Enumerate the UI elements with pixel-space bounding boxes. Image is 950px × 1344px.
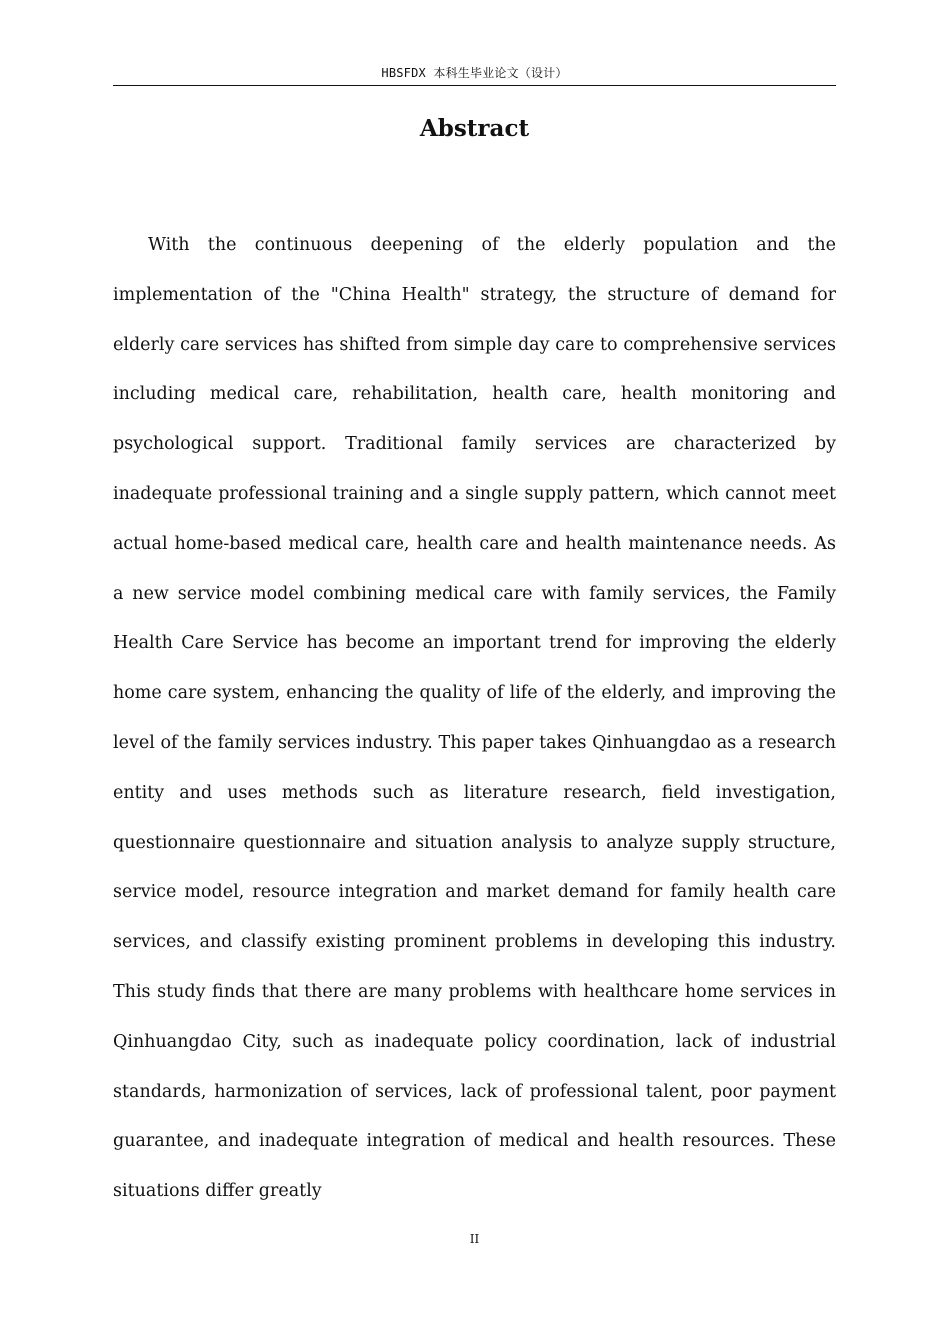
page-title: Abstract <box>419 115 530 142</box>
abstract-paragraph: With the continuous deepening of the elderly population and the implementation of the "China Health" strategy, the structure of demand for elderly care services has shifted from simple day care to comprehensive services including medical care, rehabilitation, health care, health monitoring and psychological support. Traditional family services are characterized by inadequate professional training and a single supply pattern, which cannot meet actual home-based medical care, health care and health maintenance needs. As a new service model combining medical care with family services, the Family Health Care Service has become an important trend for improving the elderly home care system, enhancing the quality of life of the elderly, and improving the level of the family services industry. This paper takes Qinhuangdao as a research entity and uses methods such as literature research, field investigation, questionnaire questionnaire and situation analysis to analyze supply structure, service model, resource integration and market demand for family health care services, and classify existing prominent problems in developing this industry. This study finds that there are many problems with healthcare home services in Qinhuangdao City, such as inadequate policy coordination, lack of industrial standards, harmonization of services, lack of professional talent, poor payment guarantee, and inadequate integration of medical and health resources. These situations differ greatly <box>113 235 836 1202</box>
header-text: HBSFDX 本科生毕业论文（设计） <box>381 66 568 80</box>
running-header <box>113 62 836 86</box>
page-number: II <box>469 1232 480 1246</box>
